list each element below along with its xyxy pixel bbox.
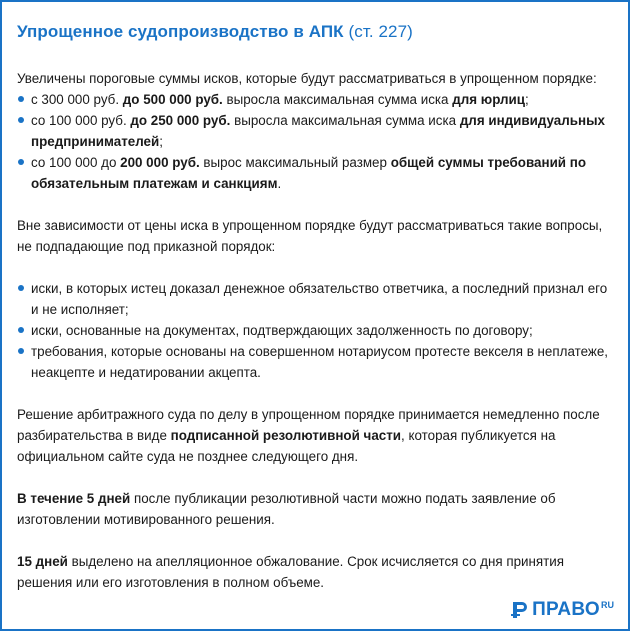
content	[17, 68, 614, 593]
list-item: требования, которые основаны на совершенном нотариусом протесте векселя в неплатеже, неакцепте и недатировании акцепта.	[17, 341, 614, 383]
list-item: со 100 000 до 200 000 руб. вырос максимальный размер общей суммы требований по обязательным платежам и санкциям.	[17, 152, 614, 194]
section4-paragraph: В течение 5 дней после публикации резолютивной части можно подать заявление об изготовлении мотивированного решения.	[17, 491, 556, 527]
case-types-list	[17, 278, 614, 383]
section2-intro: Вне зависимости от цены иска в упрощенном порядке будут рассматриваться такие вопросы, не подпадающие под приказной порядок:	[17, 218, 603, 254]
logo-suffix: RU	[601, 600, 614, 610]
pravo-logo	[511, 601, 614, 619]
logo-name: ПРАВО	[532, 599, 600, 620]
threshold-list	[17, 89, 614, 194]
list-item: иски, в которых истец доказал денежное обязательство ответчика, а последний признал его и не исполняет;	[17, 278, 614, 320]
section3-paragraph: Решение арбитражного суда по делу в упрощенном порядке принимается немедленно после разбирательства в виде подписанной резолютивной части, которая публикуется на официальном сайте суда не позднее следующего дня.	[17, 407, 600, 464]
title-main: Упрощенное судопроизводство в АПК	[17, 22, 344, 41]
list-item: со 100 000 руб. до 250 000 руб. выросла максимальная сумма иска для индивидуальных предпринимателей;	[17, 110, 614, 152]
list-item: с 300 000 руб. до 500 000 руб. выросла максимальная сумма иска для юрлиц;	[17, 89, 614, 110]
pravo-logo-icon	[511, 601, 529, 619]
section1-intro: Увеличены пороговые суммы исков, которые будут рассматриваться в упрощенном порядке:	[17, 71, 597, 86]
page-title	[17, 22, 413, 42]
section5-paragraph: 15 дней выделено на апелляционное обжалование. Срок исчисляется со дня принятия решения или его изготовления в полном объеме.	[17, 554, 565, 590]
title-ref: (ст. 227)	[348, 22, 413, 41]
list-item: иски, основанные на документах, подтверждающих задолженность по договору;	[17, 320, 614, 341]
